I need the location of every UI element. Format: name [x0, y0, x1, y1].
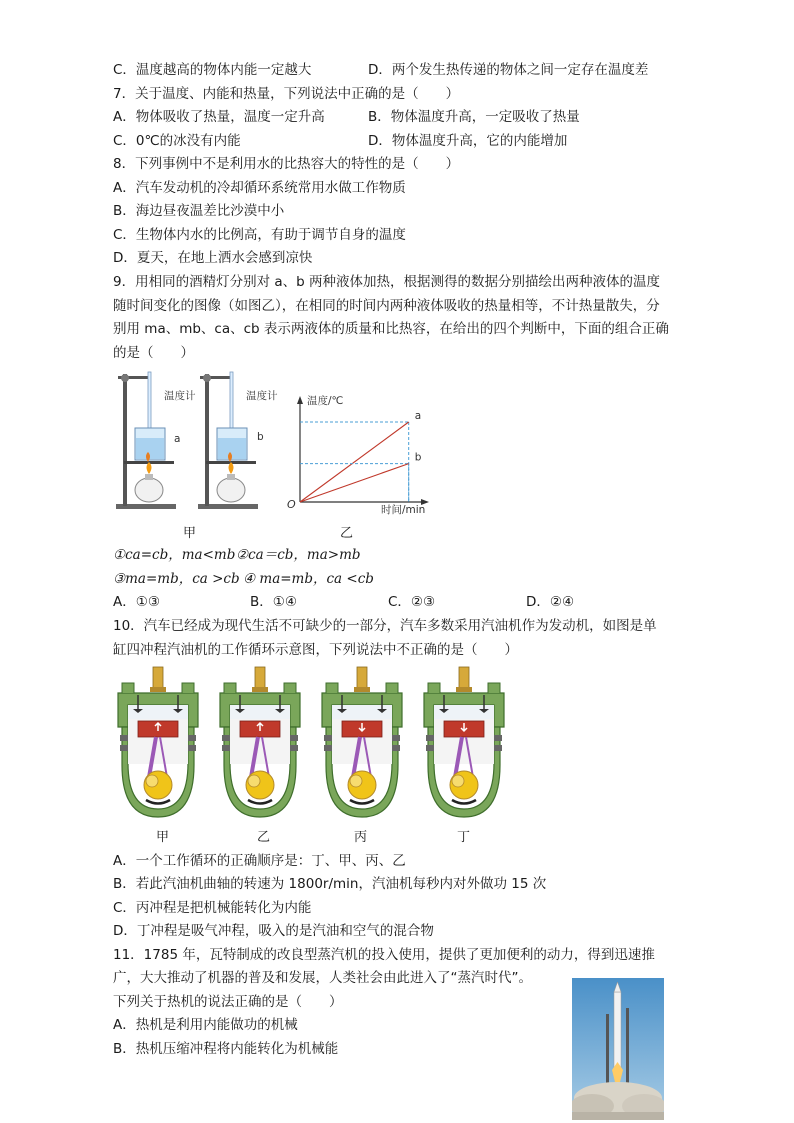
q9-judgment-2: ②ca＝cb，ma>mb	[236, 547, 361, 563]
series-line-b	[300, 464, 409, 502]
q10-option-d: D．丁冲程是吸气冲程，吸入的是汽油和空气的混合物	[113, 923, 434, 939]
q9-option-d: D．②④	[526, 594, 575, 610]
rocket-launch-photo	[572, 978, 664, 1120]
series-line-a	[300, 422, 409, 502]
q7-option-c: C．0℃的冰没有内能	[113, 133, 241, 149]
q7-option-b: B．物体温度升高，一定吸收了热量	[368, 109, 580, 125]
q11-stem-line3: 下列关于热机的说法正确的是（ ）	[113, 994, 343, 1010]
four-stroke-engine-figure	[112, 665, 512, 825]
q10-option-c: C．丙冲程是把机械能转化为内能	[113, 900, 312, 916]
heating-apparatus-figure	[112, 366, 282, 511]
q8-stem: 8．下列事例中不是利用水的比热容大的特性的是（ ）	[113, 156, 460, 172]
q10-stem-line1: 10．汽车已经成为现代生活不可缺少的一部分，汽车多数采用汽油机作为发动机，如图是单	[113, 618, 657, 634]
q7-option-a: A．物体吸收了热量，温度一定升高	[113, 109, 325, 125]
series-label-a: a	[414, 410, 422, 422]
q8-option-c: C．生物体内水的比例高，有助于调节自身的温度	[113, 227, 406, 243]
q11-stem-line2: 广，大大推动了机器的普及和发展，人类社会由此进入了“蒸汽时代”。	[113, 970, 532, 986]
q6-option-c: C．温度越高的物体内能一定越大	[113, 62, 312, 78]
x-axis-label: 时间/min	[381, 504, 426, 516]
engine-stroke-ding	[424, 667, 504, 817]
q9-stem-line1: 9．用相同的酒精灯分别对 a、b 两种液体加热，根据测得的数据分别描绘出两种液体的温度	[113, 274, 661, 290]
q8-option-d: D．夏天，在地上洒水会感到凉快	[113, 250, 313, 266]
thermometer-label-2: 温度计	[246, 390, 278, 402]
engine-stroke-yi	[220, 667, 300, 817]
q10-option-a: A．一个工作循环的正确顺序是：丁、甲、丙、乙	[113, 853, 406, 869]
q8-option-b: B．海边昼夜温差比沙漠中小	[113, 203, 285, 219]
q7-option-d: D．物体温度升高，它的内能增加	[368, 133, 568, 149]
q7-stem: 7．关于温度、内能和热量，下列说法中正确的是（ ）	[113, 86, 460, 102]
liquid-label-b: b	[257, 431, 264, 443]
q9-stem-line2: 随时间变化的图像（如图乙），在相同的时间内两种液体吸收的热量相等，不计热量散失，分	[113, 298, 660, 314]
engine-caption-ding: 丁	[457, 830, 471, 845]
q9-judgment-1: ①ca=cb，ma<mb	[113, 547, 236, 563]
engine-stroke-jia	[118, 667, 198, 817]
engine-stroke-bing	[322, 667, 402, 817]
q10-stem-line2: 缸四冲程汽油机的工作循环示意图，下列说法中不正确的是（ ）	[113, 642, 518, 658]
q9-option-c: C．②③	[388, 594, 436, 610]
q9-option-a: A．①③	[113, 594, 160, 610]
thermometer-label-1: 温度计	[164, 390, 196, 402]
engine-caption-jia: 甲	[156, 830, 170, 845]
q9-stem-line4: 的是（ ）	[113, 345, 194, 361]
liquid-label-a: a	[174, 433, 181, 445]
q10-option-b: B．若此汽油机曲轴的转速为 1800r/min，汽油机每秒内对外做功 15 次	[113, 876, 547, 892]
series-label-b: b	[414, 451, 422, 464]
q8-option-a: A．汽车发动机的冷却循环系统常用水做工作物质	[113, 180, 406, 196]
caption-jia: 甲	[183, 526, 197, 541]
q11-stem-line1: 11．1785 年，瓦特制成的改良型蒸汽机的投入使用，提供了更加便利的动力，得到迅速推	[113, 947, 655, 963]
q9-judgment-4: ④ ma=mb，ca <cb	[243, 571, 374, 587]
engine-caption-bing: 丙	[354, 830, 368, 845]
y-axis-label: 温度/℃	[307, 395, 344, 407]
engine-caption-yi: 乙	[257, 830, 271, 845]
temperature-time-chart	[285, 386, 435, 516]
q9-option-b: B．①④	[250, 594, 297, 610]
q11-option-b: B．热机压缩冲程将内能转化为机械能	[113, 1041, 339, 1057]
y-axis-arrow	[297, 396, 303, 404]
q9-judgment-3: ③ma=mb，ca >cb	[113, 571, 240, 587]
q11-option-a: A．热机是利用内能做功的机械	[113, 1017, 298, 1033]
q6-option-d: D．两个发生热传递的物体之间一定存在温度差	[368, 62, 649, 78]
q9-stem-line3: 别用 ma、mb、ca、cb 表示两液体的质量和比热容，在给出的四个判断中，下面的组合正确	[113, 321, 669, 337]
caption-yi: 乙	[340, 526, 354, 541]
origin-label: O	[287, 498, 296, 511]
